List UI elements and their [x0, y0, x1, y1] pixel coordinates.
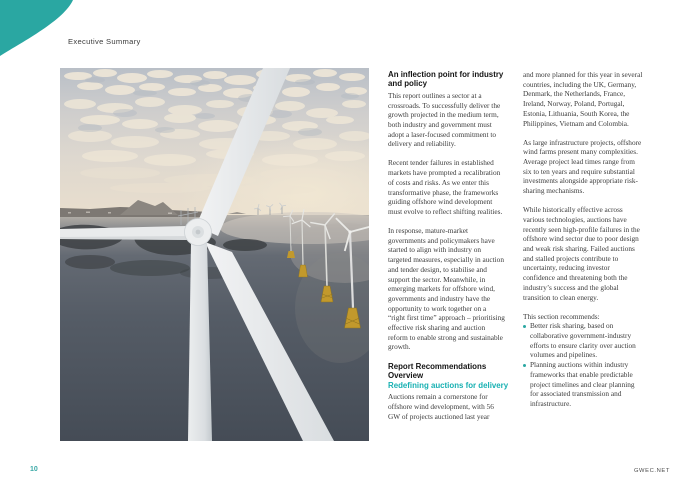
redefining-auctions-subheading: Redefining auctions for delivery [388, 381, 509, 391]
page-number: 10 [30, 466, 38, 473]
teal-corner-graphic [0, 0, 96, 60]
paragraph: and more planned for this year in several countries, including the UK, Germany, Denmark, the Netherlands, France, Ireland, Norway, Poland, Portugal, Estonia, Lithuania, South Korea, the Philippines, Vietnam and Colombia. [523, 70, 643, 128]
paragraph: This report outlines a sector at a crossroads. To successfully deliver the growth projected in the medium term, both industry and government must adopt a laser-focused commitment to delivery and reliability. [388, 90, 501, 149]
list-item [523, 360, 643, 409]
column1-heading: An inflection point for industry and policy [388, 70, 504, 89]
text-column-2 [523, 70, 643, 409]
footer-website: GWEC.NET [633, 468, 670, 474]
paragraph: Recent tender failures in established markets have prompted a recalibration of costs and risks. As we enter this transformative phase, the frameworks guiding offshore wind development must evolve to reflect shifting realities. [388, 158, 503, 216]
list-item [523, 321, 643, 360]
recommendations-overview-heading: Report Recommendations Overview [388, 361, 487, 380]
recommendations-list [523, 321, 643, 408]
bullet-dot-icon [523, 325, 526, 328]
section-label: Executive Summary [68, 37, 141, 46]
text-column-1 [388, 70, 509, 431]
paragraph: In response, mature-market governments and policymakers have started to align with industry on targeted measures, especially in auction and tender design, to stabilise and support the sector. Meanwhile, in emerging markets for offshore wind, governments and industry have the opportunity to work together on a “right first time” approach – prioritising effective risk sharing and auction reform to enable strong and sustainable growth. [388, 226, 505, 352]
offshore-wind-photo [60, 68, 369, 441]
bullet-text: Better risk sharing, based on collaborative government-industry efforts to ensure clarity over auction volumes and pipelines. [530, 321, 636, 360]
paragraph: While historically effective across various technologies, auctions have recently seen high-profile failures in the offshore wind sector due to poor design and weak risk sharing. Failed auctions and stalled projects contribute to uncertainty, reducing investor confidence and threatening both the industry’s success and the global transition to clean energy. [523, 205, 640, 302]
bullet-text: Planning auctions within industry frameworks that enable predictable project timelines and clear planning for associated transmission and infrastructure. [530, 360, 635, 408]
paragraph: As large infrastructure projects, offshore wind farms present many complexities. Average project lead times range from six to ten years and require substantial investments alongside appropriate risk-sharing mechanisms. [523, 137, 642, 196]
paragraph: Auctions remain a cornerstone for offshore wind development, with 56 GW of projects auctioned last year [388, 392, 494, 421]
bullet-dot-icon [523, 364, 526, 367]
recommends-label: This section recommends: [523, 311, 600, 321]
